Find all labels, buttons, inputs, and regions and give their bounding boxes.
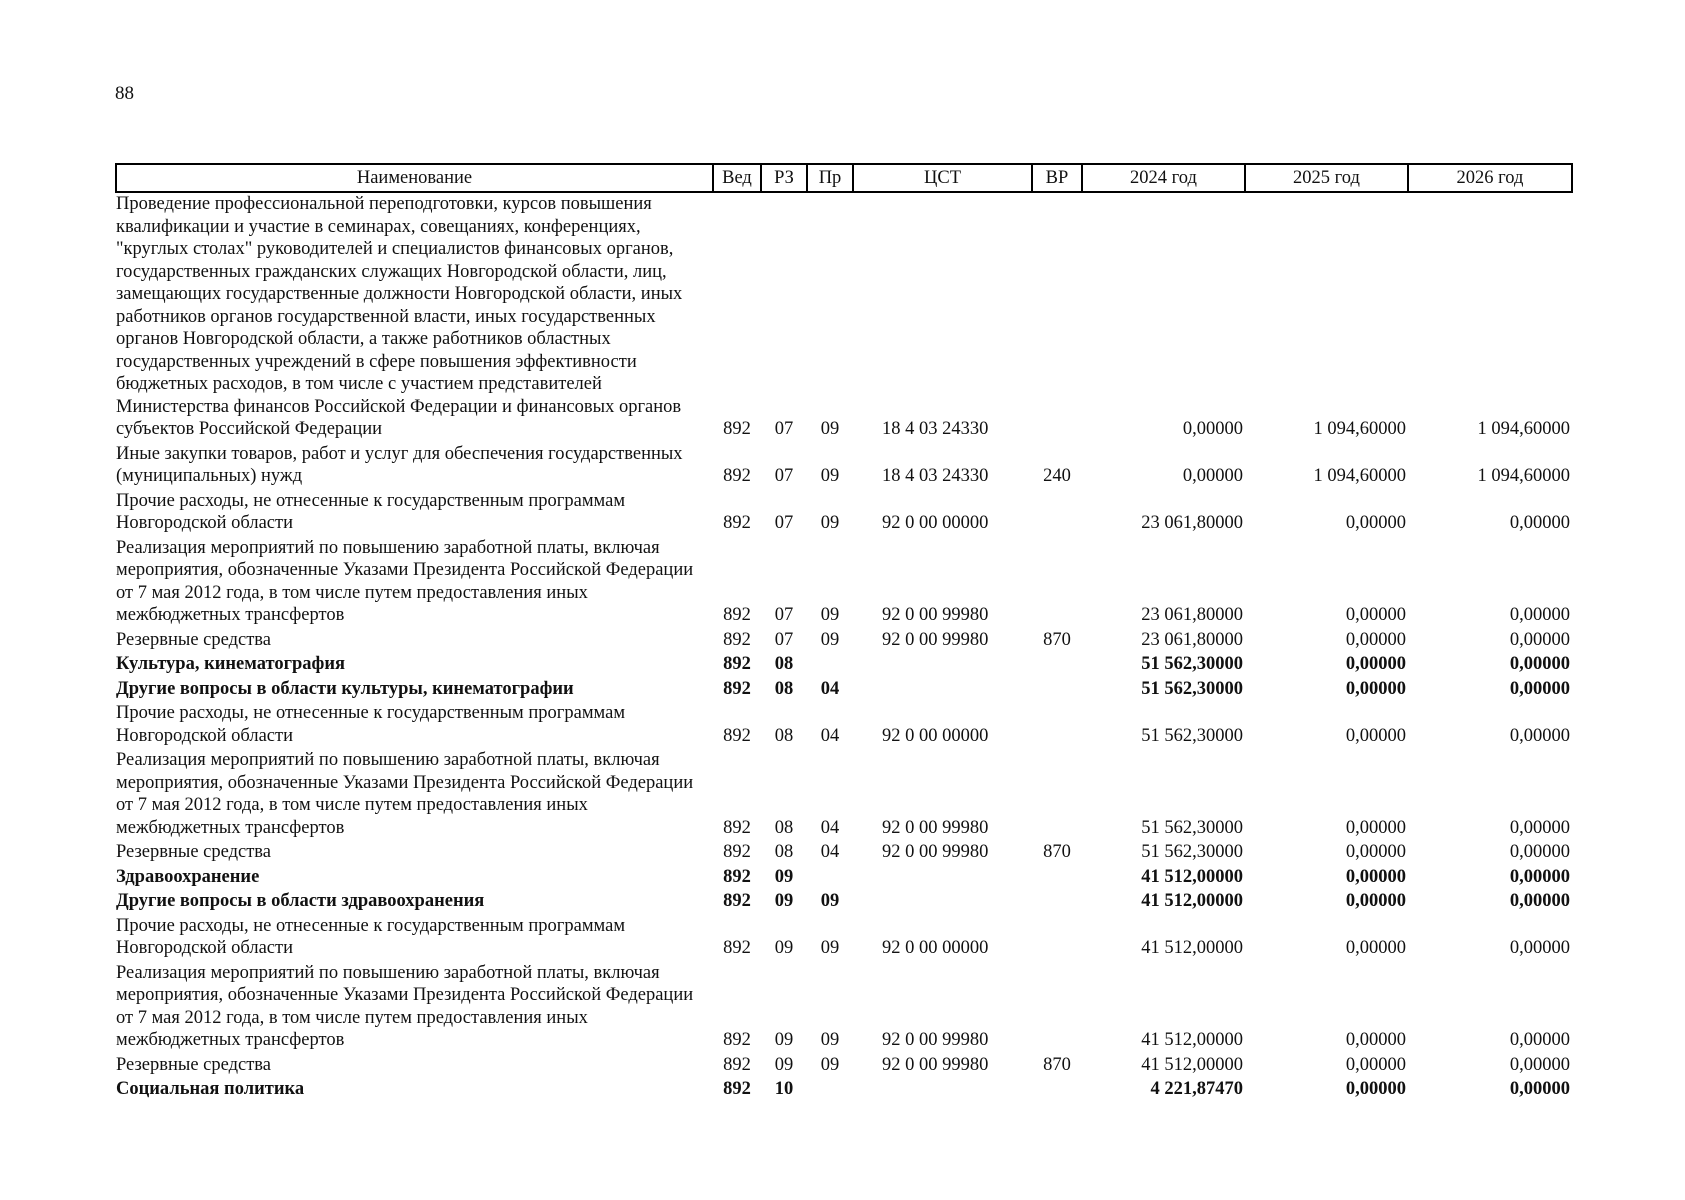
cell-rz: 07 (774, 466, 794, 486)
cell-pr: 09 (820, 938, 840, 958)
cell-2025: 0,00000 (1345, 891, 1406, 911)
cell-cst: 92 0 00 99980 (882, 842, 989, 862)
column-header-vr: ВР (1032, 164, 1082, 192)
cell-ved: 892 (723, 817, 751, 838)
cell-2024: 51 562,30000 (1141, 725, 1243, 746)
cell-vr: 240 (1043, 466, 1071, 486)
cell-rz: 09 (774, 1030, 794, 1050)
cell-2024: 41 512,00000 (1141, 866, 1243, 887)
cell-2025: 0,00000 (1345, 866, 1406, 887)
cell-name: Прочие расходы, не отнесенные к государственным программам Новгородской области (116, 915, 626, 958)
cell-pr (807, 866, 853, 891)
cell-cst: 92 0 00 99980 (882, 817, 989, 838)
table-row (116, 443, 1572, 490)
cell-vr (1032, 490, 1082, 537)
cell-name: Прочие расходы, не отнесенные к государственным программам Новгородской области (116, 490, 626, 533)
cell-vr (1032, 890, 1082, 915)
cell-2026: 0,00000 (1509, 891, 1570, 911)
column-header-rz: РЗ (761, 164, 807, 192)
cell-2024: 23 061,80000 (1141, 513, 1243, 533)
table-row (116, 1054, 1572, 1079)
cell-2025: 0,00000 (1345, 629, 1406, 650)
cell-rz: 08 (774, 654, 794, 674)
cell-2026: 0,00000 (1509, 678, 1570, 699)
cell-rz: 08 (774, 678, 794, 699)
cell-cst: 92 0 00 00000 (882, 513, 989, 533)
cell-ved: 892 (723, 1054, 751, 1075)
cell-cst (853, 866, 1032, 891)
cell-2025: 0,00000 (1345, 513, 1406, 533)
cell-ved: 892 (723, 466, 751, 486)
cell-name: Резервные средства (116, 1054, 271, 1075)
cell-2025: 0,00000 (1345, 654, 1406, 674)
cell-2026: 0,00000 (1509, 866, 1570, 887)
cell-ved: 892 (723, 1030, 751, 1050)
table-row (116, 841, 1572, 866)
cell-2024: 41 512,00000 (1141, 938, 1243, 958)
cell-pr: 04 (820, 678, 840, 699)
cell-2026: 0,00000 (1509, 629, 1570, 650)
cell-2026: 0,00000 (1509, 725, 1570, 746)
cell-vr (1032, 192, 1082, 443)
cell-name: Здравоохранение (116, 866, 260, 887)
cell-pr: 09 (820, 891, 840, 911)
cell-vr (1032, 702, 1082, 749)
cell-ved: 892 (723, 419, 751, 439)
cell-2026: 0,00000 (1509, 1079, 1570, 1099)
table-row (116, 678, 1572, 703)
cell-2026: 0,00000 (1509, 842, 1570, 862)
cell-ved: 892 (723, 842, 751, 862)
cell-vr: 870 (1043, 629, 1071, 650)
table-row (116, 962, 1572, 1054)
cell-vr (1032, 866, 1082, 891)
cell-rz: 08 (774, 842, 794, 862)
cell-2026: 0,00000 (1509, 1054, 1570, 1075)
cell-2025: 0,00000 (1345, 817, 1406, 838)
cell-2024: 4 221,87470 (1150, 1079, 1243, 1099)
cell-rz: 08 (774, 817, 794, 838)
cell-2025: 0,00000 (1345, 725, 1406, 746)
cell-cst: 18 4 03 24330 (882, 419, 989, 439)
cell-cst: 92 0 00 00000 (882, 725, 989, 746)
cell-rz: 10 (774, 1079, 794, 1099)
cell-cst (853, 1078, 1032, 1103)
cell-vr (1032, 749, 1082, 841)
cell-vr (1032, 537, 1082, 629)
cell-2025: 0,00000 (1345, 1079, 1406, 1099)
cell-vr: 870 (1043, 842, 1071, 862)
cell-2024: 51 562,30000 (1141, 654, 1243, 674)
table-row (116, 1078, 1572, 1103)
cell-rz: 09 (774, 866, 794, 887)
cell-2024: 51 562,30000 (1141, 678, 1243, 699)
table-row (116, 192, 1572, 443)
cell-cst: 92 0 00 99980 (882, 1030, 989, 1050)
cell-2026: 0,00000 (1509, 938, 1570, 958)
cell-2024: 23 061,80000 (1141, 629, 1243, 650)
cell-2025: 0,00000 (1345, 842, 1406, 862)
cell-2024: 51 562,30000 (1141, 842, 1243, 862)
table-body (116, 192, 1572, 1103)
cell-rz: 08 (774, 725, 794, 746)
cell-rz: 09 (774, 1054, 794, 1075)
column-header-2025: 2025 год (1245, 164, 1408, 192)
cell-pr: 09 (820, 629, 840, 650)
cell-2025: 0,00000 (1345, 1030, 1406, 1050)
table-row (116, 490, 1572, 537)
table-row (116, 890, 1572, 915)
cell-name: Другие вопросы в области культуры, кинематографии (116, 678, 574, 699)
column-header-ved: Вед (713, 164, 761, 192)
cell-cst (853, 653, 1032, 678)
cell-2024: 41 512,00000 (1141, 1030, 1243, 1050)
cell-pr: 04 (820, 817, 840, 838)
cell-vr (1032, 962, 1082, 1054)
cell-2026: 1 094,60000 (1477, 466, 1570, 486)
cell-2026: 0,00000 (1509, 513, 1570, 533)
header-row (116, 164, 1572, 192)
table-row (116, 629, 1572, 654)
cell-2024: 41 512,00000 (1141, 891, 1243, 911)
cell-vr (1032, 915, 1082, 962)
column-header-pr: Пр (807, 164, 853, 192)
cell-ved: 892 (723, 629, 751, 650)
cell-rz: 07 (774, 513, 794, 533)
cell-rz: 09 (774, 891, 794, 911)
cell-name: Резервные средства (116, 629, 271, 650)
cell-name: Социальная политика (116, 1079, 305, 1099)
cell-pr: 09 (820, 1054, 840, 1075)
cell-rz: 09 (774, 938, 794, 958)
cell-2025: 0,00000 (1345, 1054, 1406, 1075)
cell-rz: 07 (774, 605, 794, 625)
cell-2026: 0,00000 (1509, 605, 1570, 625)
column-header-name: Наименование (116, 164, 713, 192)
cell-ved: 892 (723, 866, 751, 887)
cell-2024: 41 512,00000 (1141, 1054, 1243, 1075)
table-row (116, 749, 1572, 841)
cell-ved: 892 (723, 891, 751, 911)
cell-ved: 892 (723, 605, 751, 625)
cell-2024: 0,00000 (1182, 419, 1243, 439)
cell-2026: 0,00000 (1509, 817, 1570, 838)
cell-ved: 892 (723, 1079, 751, 1099)
column-header-2026: 2026 год (1408, 164, 1572, 192)
cell-name: Прочие расходы, не отнесенные к государственным программам Новгородской области (116, 703, 626, 746)
cell-name: Реализация мероприятий по повышению заработной платы, включая мероприятия, обозначенные Указами Президента Российской Федерации от 7 мая 2012 года, в том числе путем предоставления иных межбюджетных трансфертов (116, 962, 694, 1050)
cell-cst (853, 678, 1032, 703)
cell-2025: 0,00000 (1345, 605, 1406, 625)
page-number: 88 (115, 83, 134, 104)
cell-name: Реализация мероприятий по повышению заработной платы, включая мероприятия, обозначенные Указами Президента Российской Федерации от 7 мая 2012 года, в том числе путем предоставления иных межбюджетных трансфертов (116, 750, 694, 838)
cell-pr: 09 (820, 605, 840, 625)
table-row (116, 702, 1572, 749)
cell-name: Проведение профессиональной переподготовки, курсов повышения квалификации и участие в семинарах, совещаниях, конференциях, "круглых столах" руководителей и специалистов финансовых органов, государственных гражданских служащих Новгородской области, лиц, замещающих государственные должности Новгородской области, иных работников органов государственной власти, иных государственных органов Новгородской области, а также работников областных государственных учреждений в сфере повышения эффективности бюджетных расходов, в том числе с участием представителей Министерства финансов Российской Федерации и финансовых органов субъектов Российской Федерации (116, 194, 683, 439)
cell-rz: 07 (774, 629, 794, 650)
cell-pr: 04 (820, 842, 840, 862)
cell-vr (1032, 678, 1082, 703)
cell-cst: 92 0 00 00000 (882, 938, 989, 958)
cell-pr: 09 (820, 466, 840, 486)
cell-name: Иные закупки товаров, работ и услуг для обеспечения государственных (муниципальных) нужд (116, 443, 683, 486)
cell-pr (807, 653, 853, 678)
cell-2026: 0,00000 (1509, 654, 1570, 674)
cell-vr: 870 (1043, 1054, 1071, 1075)
column-header-cst: ЦСТ (853, 164, 1032, 192)
cell-pr: 09 (820, 419, 840, 439)
cell-pr: 04 (820, 725, 840, 746)
cell-cst: 92 0 00 99980 (882, 605, 989, 625)
table-row (116, 915, 1572, 962)
cell-pr: 09 (820, 513, 840, 533)
cell-ved: 892 (723, 938, 751, 958)
cell-name: Реализация мероприятий по повышению заработной платы, включая мероприятия, обозначенные Указами Президента Российской Федерации от 7 мая 2012 года, в том числе путем предоставления иных межбюджетных трансфертов (116, 537, 694, 625)
cell-2025: 0,00000 (1345, 678, 1406, 699)
cell-name: Резервные средства (116, 842, 271, 862)
cell-ved: 892 (723, 678, 751, 699)
cell-name: Культура, кинематография (116, 654, 346, 674)
column-header-2024: 2024 год (1082, 164, 1245, 192)
cell-2024: 51 562,30000 (1141, 817, 1243, 838)
cell-2025: 1 094,60000 (1313, 466, 1406, 486)
cell-2025: 1 094,60000 (1313, 419, 1406, 439)
cell-2024: 0,00000 (1182, 466, 1243, 486)
cell-ved: 892 (723, 725, 751, 746)
table-row (116, 866, 1572, 891)
cell-2024: 23 061,80000 (1141, 605, 1243, 625)
cell-pr: 09 (820, 1030, 840, 1050)
cell-2026: 0,00000 (1509, 1030, 1570, 1050)
cell-cst: 92 0 00 99980 (882, 629, 989, 650)
cell-rz: 07 (774, 419, 794, 439)
budget-table (115, 163, 1573, 1103)
cell-name: Другие вопросы в области здравоохранения (116, 891, 485, 911)
table-row (116, 537, 1572, 629)
cell-vr (1032, 653, 1082, 678)
cell-cst: 92 0 00 99980 (882, 1054, 989, 1075)
cell-ved: 892 (723, 654, 751, 674)
table-row (116, 653, 1572, 678)
cell-2026: 1 094,60000 (1477, 419, 1570, 439)
cell-vr (1032, 1078, 1082, 1103)
cell-cst: 18 4 03 24330 (882, 466, 989, 486)
cell-pr (807, 1078, 853, 1103)
cell-cst (853, 890, 1032, 915)
cell-2025: 0,00000 (1345, 938, 1406, 958)
cell-ved: 892 (723, 513, 751, 533)
